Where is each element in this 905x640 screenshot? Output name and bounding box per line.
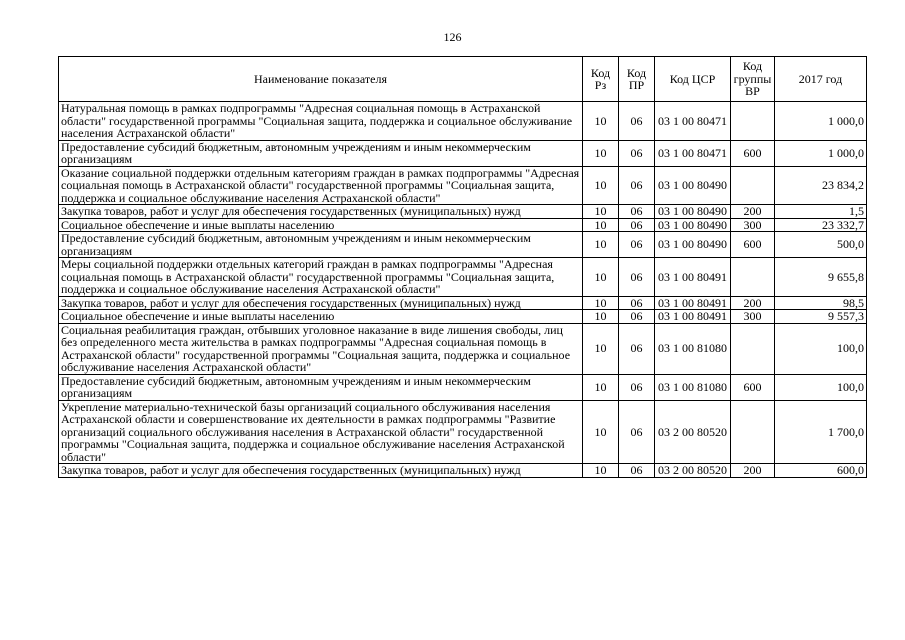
cell-name: Предоставление субсидий бюджетным, автономным учреждениям и иным некоммерческим организациям <box>59 140 583 166</box>
cell-name: Предоставление субсидий бюджетным, автономным учреждениям и иным некоммерческим организациям <box>59 374 583 400</box>
table-row <box>59 464 867 478</box>
cell-vr: 600 <box>731 140 775 166</box>
table-row <box>59 296 867 310</box>
cell-vr <box>731 258 775 297</box>
cell-amount: 1 000,0 <box>775 140 867 166</box>
cell-rz: 10 <box>583 102 619 141</box>
cell-pr: 06 <box>619 166 655 205</box>
cell-csr: 03 1 00 80471 <box>655 140 731 166</box>
table-row <box>59 374 867 400</box>
cell-rz: 10 <box>583 166 619 205</box>
cell-pr: 06 <box>619 205 655 219</box>
cell-rz: 10 <box>583 218 619 232</box>
cell-rz: 10 <box>583 310 619 324</box>
cell-rz: 10 <box>583 232 619 258</box>
cell-amount: 23 834,2 <box>775 166 867 205</box>
cell-vr <box>731 166 775 205</box>
cell-rz: 10 <box>583 400 619 464</box>
cell-pr: 06 <box>619 232 655 258</box>
cell-csr: 03 1 00 80490 <box>655 205 731 219</box>
cell-csr: 03 1 00 80490 <box>655 232 731 258</box>
table-row <box>59 102 867 141</box>
budget-table <box>58 56 867 478</box>
page-number: 126 <box>443 30 462 44</box>
table-row <box>59 232 867 258</box>
cell-csr: 03 1 00 80491 <box>655 258 731 297</box>
cell-csr: 03 1 00 80490 <box>655 218 731 232</box>
cell-name: Закупка товаров, работ и услуг для обеспечения государственных (муниципальных) нужд <box>59 205 583 219</box>
cell-rz: 10 <box>583 258 619 297</box>
table-row <box>59 400 867 464</box>
header-csr: Код ЦСР <box>655 57 731 102</box>
cell-vr: 600 <box>731 374 775 400</box>
cell-csr: 03 1 00 81080 <box>655 374 731 400</box>
cell-vr: 300 <box>731 310 775 324</box>
cell-rz: 10 <box>583 205 619 219</box>
table-row <box>59 310 867 324</box>
cell-csr: 03 1 00 80471 <box>655 102 731 141</box>
cell-pr: 06 <box>619 218 655 232</box>
table-header-row <box>59 57 867 102</box>
cell-vr: 200 <box>731 464 775 478</box>
cell-vr <box>731 323 775 374</box>
table-row <box>59 140 867 166</box>
cell-pr: 06 <box>619 102 655 141</box>
cell-name: Закупка товаров, работ и услуг для обеспечения государственных (муниципальных) нужд <box>59 464 583 478</box>
cell-name: Натуральная помощь в рамках подпрограммы "Адресная социальная помощь в Астраханской области" государственной программы "Социальная защита, поддержка и социальное обслуживание населения Астраханской области" <box>59 102 583 141</box>
header-rz: Код Рз <box>583 57 619 102</box>
cell-amount: 1 700,0 <box>775 400 867 464</box>
cell-amount: 23 332,7 <box>775 218 867 232</box>
cell-name: Социальное обеспечение и иные выплаты населению <box>59 310 583 324</box>
cell-vr: 300 <box>731 218 775 232</box>
cell-csr: 03 1 00 81080 <box>655 323 731 374</box>
cell-pr: 06 <box>619 310 655 324</box>
cell-rz: 10 <box>583 464 619 478</box>
cell-csr: 03 1 00 80491 <box>655 296 731 310</box>
cell-pr: 06 <box>619 258 655 297</box>
cell-amount: 100,0 <box>775 323 867 374</box>
table-row <box>59 166 867 205</box>
cell-vr: 200 <box>731 296 775 310</box>
cell-pr: 06 <box>619 374 655 400</box>
cell-name: Укрепление материально-технической базы организаций социального обслуживания населения Астраханской области и совершенствование их деятельности в рамках подпрограммы "Развитие организаций социального обслуживания населения в Астраханской области" государственной программы "Социальная защита, поддержка и социальное обслуживание населения Астраханской области" <box>59 400 583 464</box>
cell-amount: 1 000,0 <box>775 102 867 141</box>
cell-amount: 9 557,3 <box>775 310 867 324</box>
cell-amount: 100,0 <box>775 374 867 400</box>
cell-amount: 600,0 <box>775 464 867 478</box>
table-row <box>59 258 867 297</box>
cell-pr: 06 <box>619 140 655 166</box>
header-pr: Код ПР <box>619 57 655 102</box>
cell-vr: 600 <box>731 232 775 258</box>
cell-pr: 06 <box>619 323 655 374</box>
cell-amount: 9 655,8 <box>775 258 867 297</box>
cell-csr: 03 2 00 80520 <box>655 464 731 478</box>
cell-rz: 10 <box>583 296 619 310</box>
cell-pr: 06 <box>619 296 655 310</box>
cell-vr <box>731 102 775 141</box>
cell-name: Меры социальной поддержки отдельных категорий граждан в рамках подпрограммы "Адресная социальная помощь в Астраханской области" государственной программы "Социальная защита, поддержка и социальное обслуживание населения Астраханской области" <box>59 258 583 297</box>
table-row <box>59 205 867 219</box>
table-row <box>59 323 867 374</box>
cell-amount: 98,5 <box>775 296 867 310</box>
cell-csr: 03 1 00 80491 <box>655 310 731 324</box>
header-name: Наименование показателя <box>59 57 583 102</box>
cell-amount: 500,0 <box>775 232 867 258</box>
cell-vr: 200 <box>731 205 775 219</box>
cell-name: Социальная реабилитация граждан, отбывших уголовное наказание в виде лишения свободы, лиц без определенного места жительства в рамках подпрограммы "Адресная социальная помощь в Астраханской области" государственной программы "Социальная защита, поддержка и социальное обслуживание населения Астраханской области" <box>59 323 583 374</box>
header-year: 2017 год <box>775 57 867 102</box>
cell-name: Социальное обеспечение и иные выплаты населению <box>59 218 583 232</box>
cell-pr: 06 <box>619 400 655 464</box>
cell-rz: 10 <box>583 323 619 374</box>
cell-rz: 10 <box>583 140 619 166</box>
header-vr: Код группы ВР <box>731 57 775 102</box>
cell-amount: 1,5 <box>775 205 867 219</box>
cell-csr: 03 1 00 80490 <box>655 166 731 205</box>
cell-name: Предоставление субсидий бюджетным, автономным учреждениям и иным некоммерческим организациям <box>59 232 583 258</box>
cell-csr: 03 2 00 80520 <box>655 400 731 464</box>
cell-rz: 10 <box>583 374 619 400</box>
table-row <box>59 218 867 232</box>
cell-vr <box>731 400 775 464</box>
cell-name: Закупка товаров, работ и услуг для обеспечения государственных (муниципальных) нужд <box>59 296 583 310</box>
cell-pr: 06 <box>619 464 655 478</box>
table-body <box>59 102 867 478</box>
cell-name: Оказание социальной поддержки отдельным категориям граждан в рамках подпрограммы "Адресная социальная помощь в Астраханской области" государственной программы "Социальная защита, поддержка и социальное обслуживание населения Астраханской области" <box>59 166 583 205</box>
